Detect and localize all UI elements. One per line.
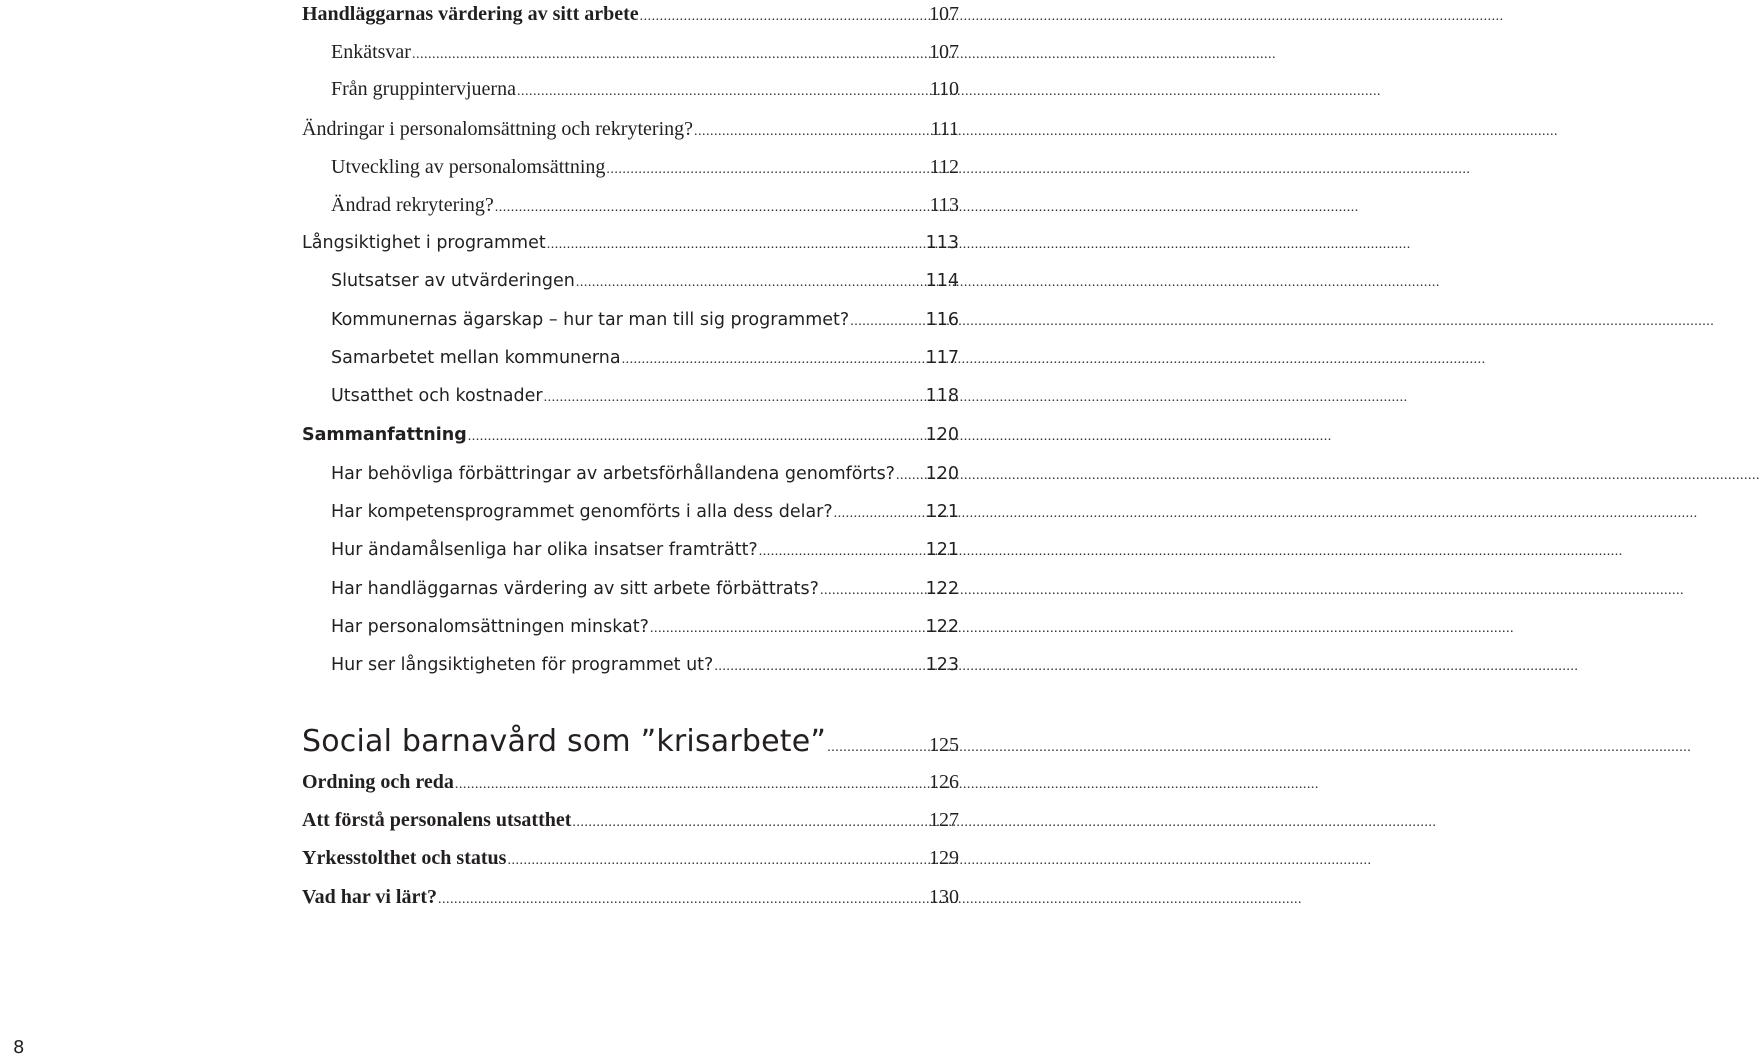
toc-entry-page: 126 <box>929 771 959 793</box>
toc-entry-title: Hur ändamålsenliga har olika insatser framträtt? <box>331 540 758 560</box>
toc-entry-title: Handläggarnas värdering av sitt arbete <box>302 3 639 25</box>
toc-entry[interactable] <box>331 613 959 641</box>
toc-entry-title: Ändringar i personalomsättning och rekrytering? <box>302 118 693 140</box>
toc-dot-leader <box>650 615 925 643</box>
toc-entry-title: Långsiktighet i programmet <box>302 233 546 253</box>
toc-entry[interactable] <box>302 421 959 449</box>
toc-dot-leader <box>694 118 929 146</box>
toc-entry-page: 116 <box>925 310 959 330</box>
toc-entry-title: Att förstå personalens utsatthet <box>302 809 572 831</box>
toc-entry-page: 123 <box>925 655 959 675</box>
toc-entry-page: 118 <box>925 386 959 406</box>
toc-dot-leader <box>412 41 928 69</box>
toc-entry-title: Yrkesstolthet och status <box>302 847 507 869</box>
toc-entry[interactable] <box>331 38 959 66</box>
toc-entry[interactable] <box>331 267 959 295</box>
toc-entry-page: 121 <box>925 502 959 522</box>
toc-entry-page: 112 <box>929 156 959 178</box>
toc-entry[interactable] <box>331 575 959 603</box>
toc-entry-title: Har kompetensprogrammet genomförts i alla dess delar? <box>331 502 833 522</box>
toc-entry[interactable] <box>331 75 959 103</box>
toc-entry-page: 114 <box>925 271 959 291</box>
toc-entry-title: Utveckling av personalomsättning <box>331 156 606 178</box>
toc-entry[interactable] <box>302 883 959 911</box>
toc-entry-page: 121 <box>925 540 959 560</box>
toc-dot-leader <box>507 847 928 875</box>
toc-entry[interactable] <box>331 153 959 181</box>
toc-entry-page: 120 <box>925 425 959 445</box>
toc-entry[interactable] <box>331 460 959 488</box>
toc-entry[interactable] <box>331 344 959 372</box>
toc-dot-leader <box>834 500 925 528</box>
toc-dot-leader <box>455 771 928 799</box>
toc-dot-leader <box>714 653 924 681</box>
toc-entry-title: Vad har vi lärt? <box>302 886 438 908</box>
toc-entry-page: 120 <box>925 464 959 484</box>
toc-entry-page: 113 <box>925 233 959 253</box>
toc-entry[interactable] <box>302 229 959 257</box>
toc-entry-page: 110 <box>929 78 959 100</box>
toc-entry-title: Har behövliga förbättringar av arbetsförhållandena genomförts? <box>331 464 895 484</box>
toc-entry-page: 122 <box>925 617 959 637</box>
toc-entry[interactable] <box>302 844 959 872</box>
toc-entry-title: Sammanfattning <box>302 425 467 445</box>
toc-entry[interactable] <box>331 651 959 679</box>
toc-entry-title: Har personalomsättningen minskat? <box>331 617 649 637</box>
toc-entry-page: 107 <box>929 3 959 25</box>
toc-entry-title: Utsatthet och kostnader <box>331 386 543 406</box>
toc-dot-leader <box>606 156 928 184</box>
toc-entry-title: Kommunernas ägarskap – hur tar man till sig programmet? <box>331 310 850 330</box>
toc-entry-page: 130 <box>929 886 959 908</box>
toc-dot-leader <box>517 78 929 106</box>
toc-entry-title: Samarbetet mellan kommunerna <box>331 348 621 368</box>
toc-entry[interactable] <box>331 498 959 526</box>
toc-dot-leader <box>547 231 925 259</box>
toc-entry-page: 111 <box>930 118 959 140</box>
toc-entry[interactable] <box>302 115 959 143</box>
toc-entry-page: 117 <box>925 348 959 368</box>
toc-entry-page: 107 <box>929 41 959 63</box>
toc-dot-leader <box>576 269 925 297</box>
toc-dot-leader <box>640 3 928 31</box>
toc-chapter-title: Social barnavård som ”krisarbete” <box>302 724 827 759</box>
toc-entry-page: 127 <box>929 809 959 831</box>
toc-dot-leader <box>827 728 928 768</box>
toc-dot-leader <box>820 577 925 605</box>
toc-entry[interactable] <box>331 536 959 564</box>
toc-dot-leader <box>438 886 928 914</box>
toc-entry-title: Ändrad rekrytering? <box>331 194 494 216</box>
toc-entry[interactable] <box>302 0 959 28</box>
toc-dot-leader <box>572 809 928 837</box>
toc-dot-leader <box>495 194 929 222</box>
toc-chapter-entry[interactable] <box>302 722 959 762</box>
toc-entry[interactable] <box>331 382 959 410</box>
toc-dot-leader <box>622 346 925 374</box>
toc-dot-leader <box>468 423 925 451</box>
toc-entry-title: Hur ser långsiktigheten för programmet ut? <box>331 655 714 675</box>
toc-entry[interactable] <box>331 191 959 219</box>
toc-entry-page: 113 <box>929 194 959 216</box>
toc-entry[interactable] <box>302 768 959 796</box>
toc-entry-page: 129 <box>929 847 959 869</box>
toc-dot-leader <box>544 384 925 412</box>
page-number: 8 <box>13 1037 25 1058</box>
toc-dot-leader <box>759 538 925 566</box>
toc-entry-page: 122 <box>925 579 959 599</box>
toc-entry-title: Enkätsvar <box>331 41 411 63</box>
toc-dot-leader <box>896 462 925 490</box>
toc-entry-title: Från gruppintervjuerna <box>331 78 516 100</box>
toc-dot-leader <box>850 308 924 336</box>
toc-entry-title: Har handläggarnas värdering av sitt arbete förbättrats? <box>331 579 819 599</box>
toc-entry-page: 125 <box>929 734 959 756</box>
toc-entry[interactable] <box>331 306 959 334</box>
toc-entry-title: Slutsatser av utvärderingen <box>331 271 575 291</box>
toc-entry[interactable] <box>302 806 959 834</box>
toc-entry-title: Ordning och reda <box>302 771 454 793</box>
